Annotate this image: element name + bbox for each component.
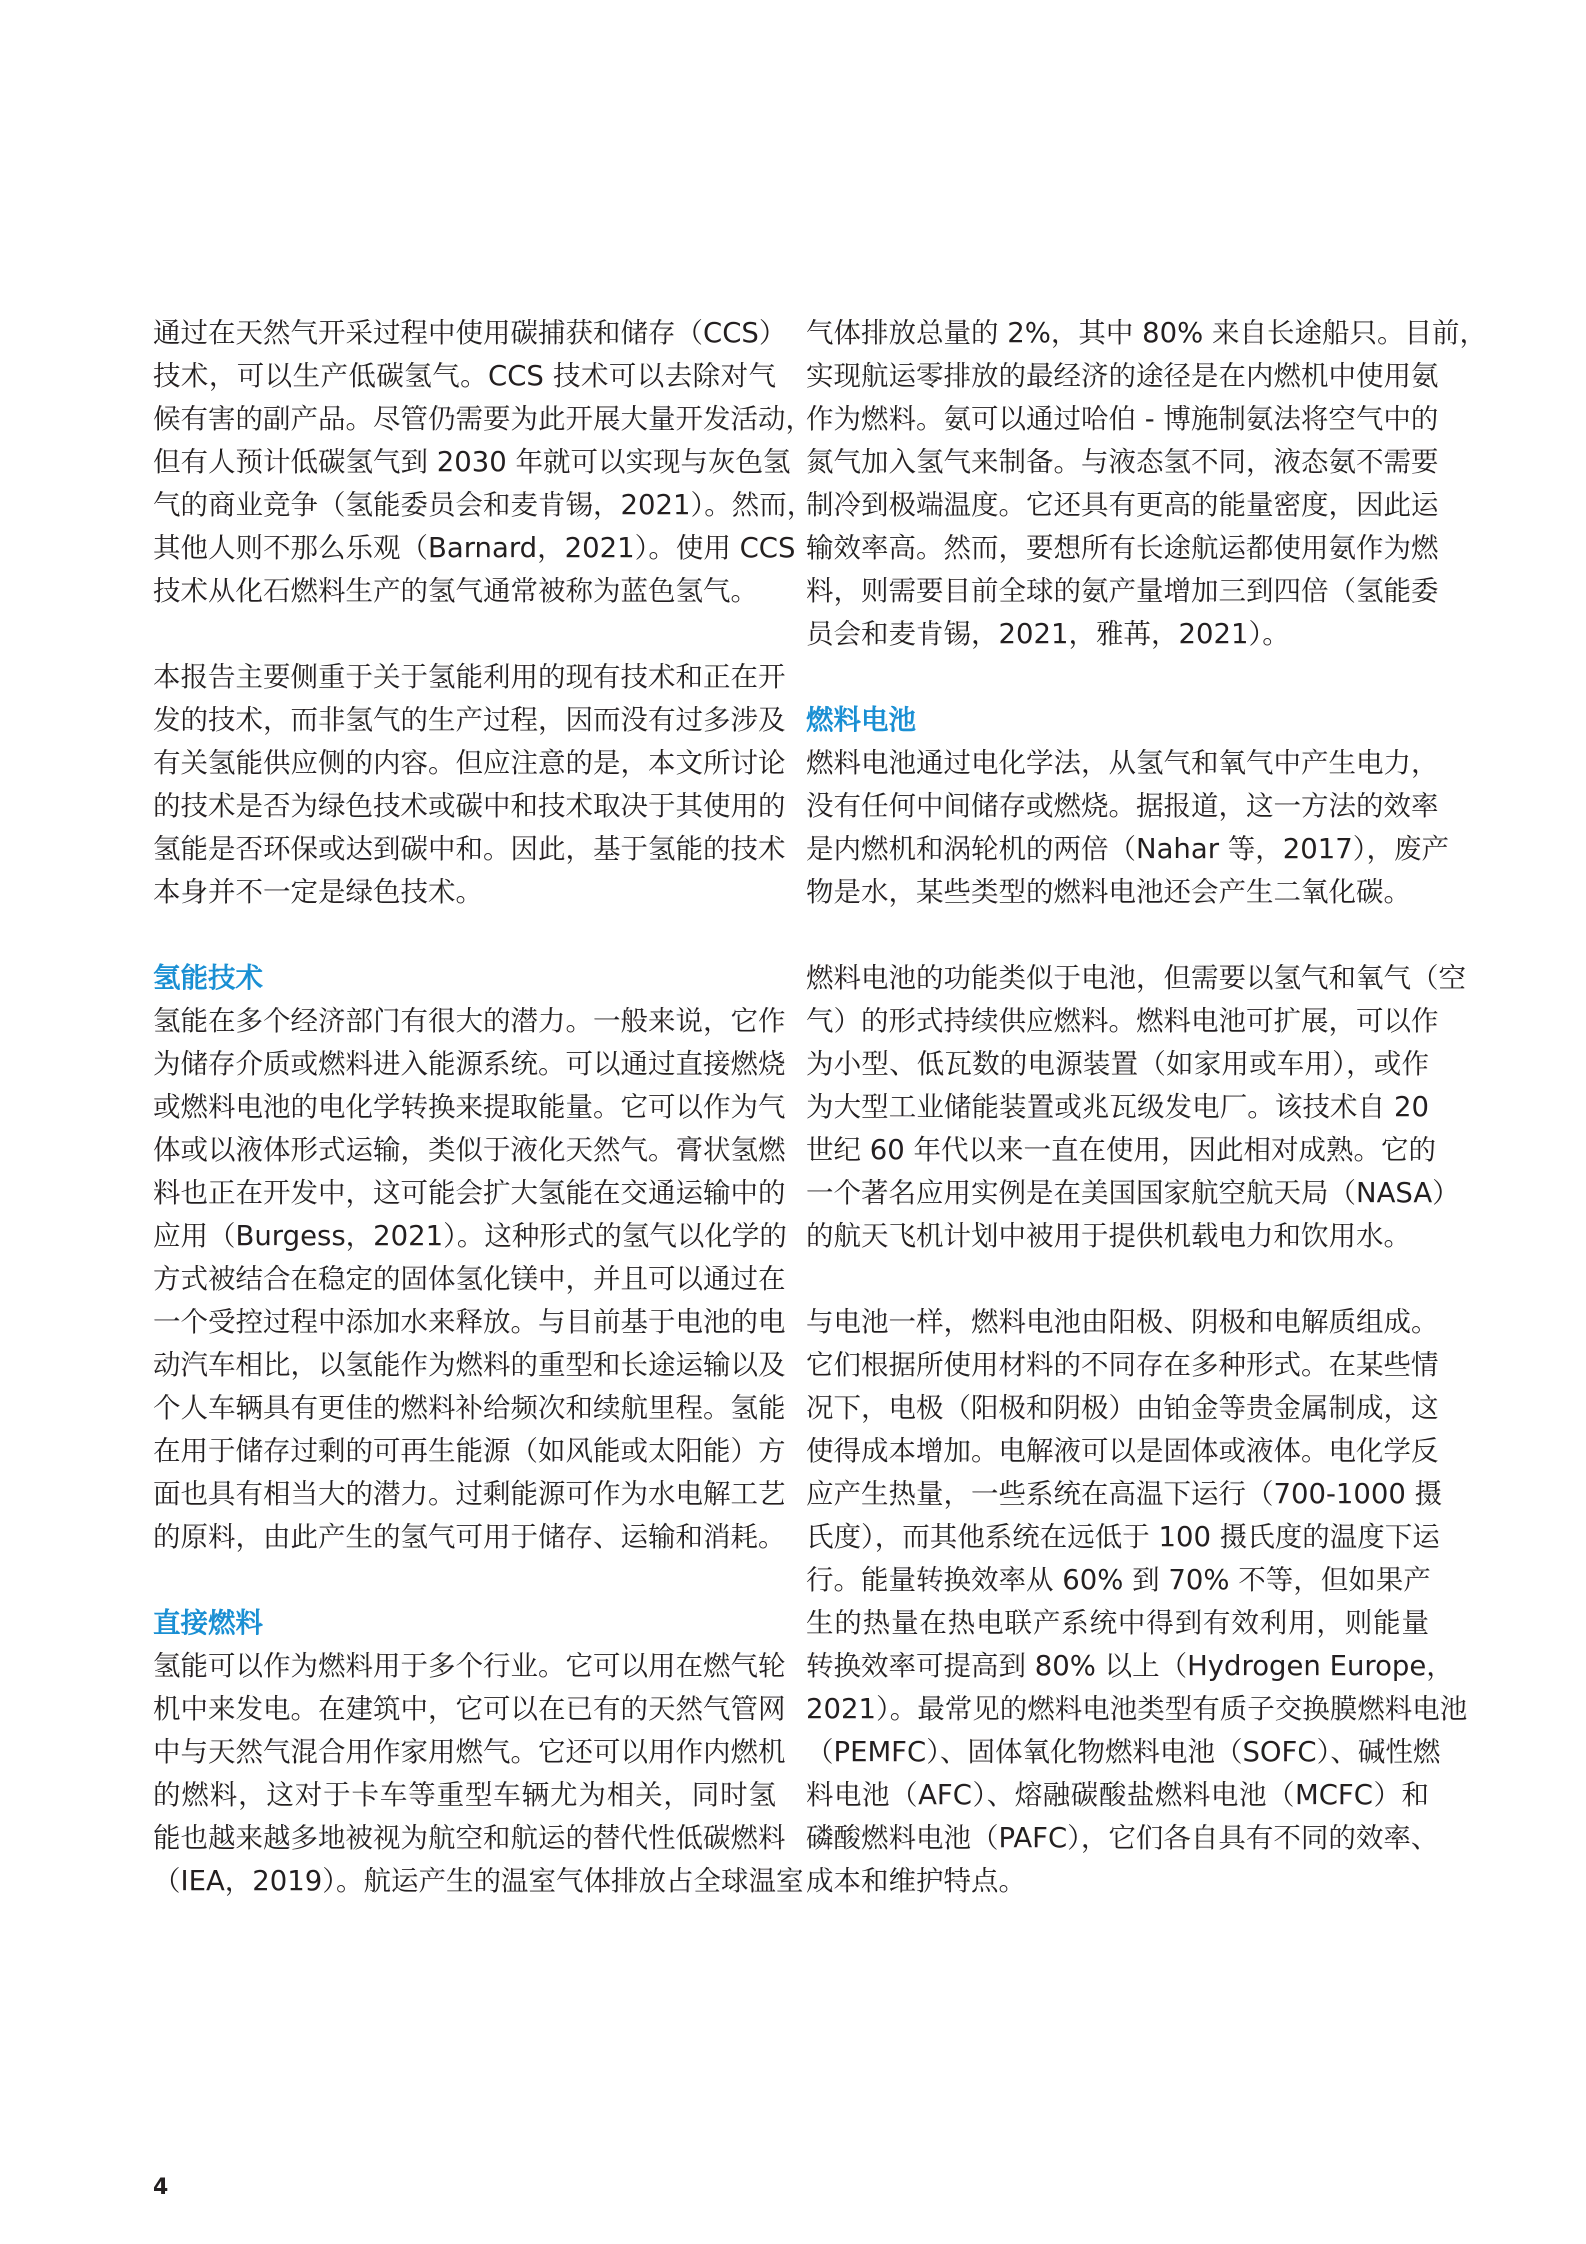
text-line: 生的热量在热电联产系统中得到有效利用，则能量 bbox=[806, 1607, 1429, 1639]
text-line: 氢能是否环保或达到碳中和。因此，基于氢能的技术 bbox=[153, 833, 786, 865]
text-line: 世纪 60 年代以来一直在使用，因此相对成熟。它的 bbox=[806, 1134, 1436, 1166]
text-line: 气体排放总量的 2%，其中 80% 来自长途船只。目前， bbox=[806, 317, 1487, 349]
text-line: 2021）。最常见的燃料电池类型有质子交换膜燃料电池 bbox=[806, 1693, 1468, 1725]
text-line: 一个著名应用实例是在美国国家航空航天局（NASA） bbox=[806, 1177, 1460, 1209]
text-line: 能也越来越多地被视为航空和航运的替代性低碳燃料 bbox=[153, 1822, 786, 1854]
text-line: 有关氢能供应侧的内容。但应注意的是，本文所讨论 bbox=[153, 747, 786, 779]
text-line: 本身并不一定是绿色技术。 bbox=[153, 876, 483, 908]
section-heading: 氢能技术 bbox=[153, 962, 263, 994]
paragraph bbox=[806, 699, 1449, 914]
paragraph bbox=[153, 1602, 804, 1903]
page-number: 4 bbox=[153, 2175, 169, 2200]
text-line: 没有任何中间储存或燃烧。据报道，这一方法的效率 bbox=[806, 790, 1439, 822]
paragraph bbox=[153, 656, 786, 914]
text-line: 成本和维护特点。 bbox=[806, 1865, 1026, 1897]
paragraph bbox=[153, 957, 787, 1559]
text-line: 氮气加入氢气来制备。与液态氢不同，液态氨不需要 bbox=[806, 446, 1439, 478]
text-line: 体或以液体形式运输，类似于液化天然气。膏状氢燃 bbox=[153, 1134, 786, 1166]
text-line: 转换效率可提高到 80% 以上（Hydrogen Europe， bbox=[806, 1650, 1454, 1682]
text-line: 中与天然气混合用作家用燃气。它还可以用作内燃机 bbox=[153, 1736, 786, 1768]
text-line: 是内燃机和涡轮机的两倍（Nahar 等，2017），废产 bbox=[806, 833, 1449, 865]
text-line: 的原料，由此产生的氢气可用于储存、运输和消耗。 bbox=[153, 1521, 786, 1553]
text-line: 或燃料电池的电化学转换来提取能量。它可以作为气 bbox=[153, 1091, 786, 1123]
text-line: 行。能量转换效率从 60% 到 70% 不等，但如果产 bbox=[806, 1564, 1431, 1596]
right-column bbox=[806, 312, 1487, 1946]
paragraph bbox=[153, 312, 815, 613]
text-line: 与电池一样，燃料电池由阳极、阴极和电解质组成。 bbox=[806, 1306, 1439, 1338]
section-heading: 直接燃料 bbox=[153, 1607, 263, 1639]
text-line: 面也具有相当大的潜力。过剩能源可作为水电解工艺 bbox=[153, 1478, 786, 1510]
text-line: 的燃料，这对于卡车等重型车辆尤为相关，同时氢 bbox=[153, 1779, 776, 1811]
text-line: 机中来发电。在建筑中，它可以在已有的天然气管网 bbox=[153, 1693, 786, 1725]
text-line: 发的技术，而非氢气的生产过程，因而没有过多涉及 bbox=[153, 704, 786, 736]
text-line: 员会和麦肯锡，2021，雅苒，2021）。 bbox=[806, 618, 1290, 650]
text-line: 技术，可以生产低碳氢气。CCS 技术可以去除对气 bbox=[153, 360, 776, 392]
paragraph bbox=[806, 957, 1466, 1258]
text-line: 输效率高。然而，要想所有长途航运都使用氨作为燃 bbox=[806, 532, 1439, 564]
text-line: 为小型、低瓦数的电源装置（如家用或车用），或作 bbox=[806, 1048, 1429, 1080]
text-line: 技术从化石燃料生产的氢气通常被称为蓝色氢气。 bbox=[153, 575, 758, 607]
text-line: 况下，电极（阳极和阴极）由铂金等贵金属制成，这 bbox=[806, 1392, 1439, 1424]
text-line: 的技术是否为绿色技术或碳中和技术取决于其使用的 bbox=[153, 790, 786, 822]
text-line: 料，则需要目前全球的氨产量增加三到四倍（氢能委 bbox=[806, 575, 1439, 607]
text-line: 个人车辆具有更佳的燃料补给频次和续航里程。氢能 bbox=[153, 1392, 786, 1424]
text-line: 物是水，某些类型的燃料电池还会产生二氧化碳。 bbox=[806, 876, 1411, 908]
text-line: 候有害的副产品。尽管仍需要为此开展大量开发活动， bbox=[153, 403, 813, 435]
section-heading: 燃料电池 bbox=[806, 704, 916, 736]
text-line: 氢能在多个经济部门有很大的潜力。一般来说，它作 bbox=[153, 1005, 786, 1037]
text-line: 的航天飞机计划中被用于提供机载电力和饮用水。 bbox=[806, 1220, 1411, 1252]
text-line: 但有人预计低碳氢气到 2030 年就可以实现与灰色氢 bbox=[153, 446, 791, 478]
text-line: 本报告主要侧重于关于氢能利用的现有技术和正在开 bbox=[153, 661, 786, 693]
text-line: 气的商业竞争（氢能委员会和麦肯锡，2021）。然而， bbox=[153, 489, 815, 521]
text-line: 使得成本增加。电解液可以是固体或液体。电化学反 bbox=[806, 1435, 1439, 1467]
text-line: 应产生热量，一些系统在高温下运行（700-1000 摄 bbox=[806, 1478, 1443, 1510]
text-line: 氏度），而其他系统在远低于 100 摄氏度的温度下运 bbox=[806, 1521, 1440, 1553]
text-line: 它们根据所使用材料的不同存在多种形式。在某些情 bbox=[806, 1349, 1439, 1381]
text-line: 料也正在开发中，这可能会扩大氢能在交通运输中的 bbox=[153, 1177, 786, 1209]
text-line: 方式被结合在稳定的固体氢化镁中，并且可以通过在 bbox=[153, 1263, 786, 1295]
text-line: 作为燃料。氨可以通过哈伯 - 博施制氨法将空气中的 bbox=[806, 403, 1439, 435]
text-line: 应用（Burgess，2021）。这种形式的氢气以化学的 bbox=[153, 1220, 787, 1252]
text-line: 实现航运零排放的最经济的途径是在内燃机中使用氨 bbox=[806, 360, 1439, 392]
text-line: 气）的形式持续供应燃料。燃料电池可扩展，可以作 bbox=[806, 1005, 1439, 1037]
text-line: 动汽车相比，以氢能作为燃料的重型和长途运输以及 bbox=[153, 1349, 786, 1381]
text-line: 其他人则不那么乐观（Barnard，2021）。使用 CCS bbox=[153, 532, 796, 564]
text-line: 一个受控过程中添加水来释放。与目前基于电池的电 bbox=[153, 1306, 786, 1338]
text-line: 制冷到极端温度。它还具有更高的能量密度，因此运 bbox=[806, 489, 1439, 521]
paragraph bbox=[806, 312, 1487, 656]
text-line: 磷酸燃料电池（PAFC），它们各自具有不同的效率、 bbox=[806, 1822, 1439, 1854]
text-line: 在用于储存过剩的可再生能源（如风能或太阳能）方 bbox=[153, 1435, 786, 1467]
text-line: 料电池（AFC）、熔融碳酸盐燃料电池（MCFC）和 bbox=[806, 1779, 1429, 1811]
text-line: （PEMFC）、固体氧化物燃料电池（SOFC）、碱性燃 bbox=[806, 1736, 1441, 1768]
text-line: 通过在天然气开采过程中使用碳捕获和储存（CCS） bbox=[153, 317, 787, 349]
left-column bbox=[153, 312, 815, 1946]
paragraph bbox=[806, 1301, 1468, 1903]
text-line: 氢能可以作为燃料用于多个行业。它可以用在燃气轮 bbox=[153, 1650, 786, 1682]
text-line: 燃料电池的功能类似于电池，但需要以氢气和氧气（空 bbox=[806, 962, 1466, 994]
text-line: 为大型工业储能装置或兆瓦级发电厂。该技术自 20 bbox=[806, 1091, 1429, 1123]
text-line: （IEA，2019）。航运产生的温室气体排放占全球温室 bbox=[153, 1865, 804, 1897]
text-line: 为储存介质或燃料进入能源系统。可以通过直接燃烧 bbox=[153, 1048, 786, 1080]
text-line: 燃料电池通过电化学法，从氢气和氧气中产生电力， bbox=[806, 747, 1439, 779]
